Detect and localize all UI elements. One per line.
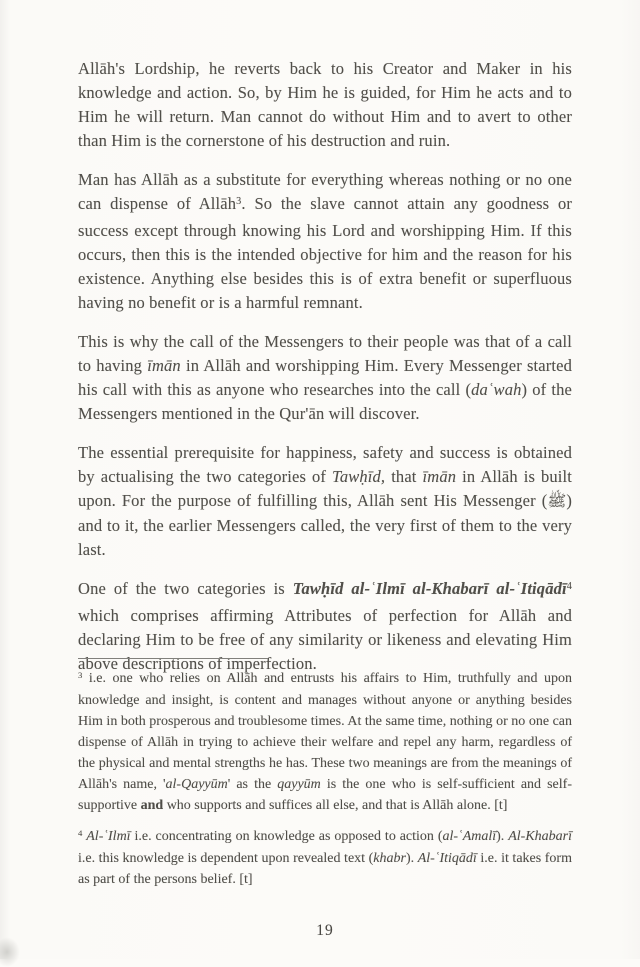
text-run: Tawḥīd al-ʿIlmī al-Khabarī al-ʿItiqādī	[292, 579, 567, 598]
text-run: This is why the call of the Messengers to their people was that of a call to having	[78, 332, 572, 375]
text-run: Al-Khabarī	[508, 829, 572, 844]
text-run: i.e. concentrating on knowledge as opposed to action (	[130, 829, 443, 844]
text-run: The essential prerequisite for happiness, safety and success is obtained by actualising the two categories of	[78, 443, 572, 486]
text-run: that	[385, 467, 423, 486]
text-run: ).	[496, 829, 509, 844]
footnote-divider-rule	[78, 658, 268, 659]
scan-smudge-artifact	[0, 937, 20, 967]
page-number: 19	[316, 922, 334, 939]
body-paragraph-prerequisite	[78, 441, 572, 562]
footnote-reference: 3	[78, 670, 83, 681]
footnote-3	[78, 668, 572, 816]
footnote-reference: 4	[78, 828, 83, 839]
text-run: al-Qayyūm	[165, 777, 228, 792]
footnote-area	[78, 658, 572, 890]
body-paragraph-lordship	[78, 57, 572, 153]
text-run: Man has Allāh as a substitute for everything whereas nothing or no one can dispense of Allāh	[78, 170, 572, 213]
text-run: i.e. this knowledge is dependent upon revealed text (	[78, 851, 374, 866]
text-run: Tawḥīd,	[332, 467, 386, 486]
text-run: khabr	[373, 851, 406, 866]
text-run: ) and to it, the earlier Messengers called, the very first of them to the very last.	[78, 491, 572, 559]
text-run: ).	[405, 851, 418, 866]
text-run: īmān	[147, 356, 181, 375]
footnote-reference: 4	[566, 581, 572, 593]
footnote-reference: 3	[236, 196, 242, 208]
text-run: i.e. one who relies on Allāh and entrusts his affairs to Him, truthfully and upon knowledge and insight, is content and manages without anyone or anything besides Him in both prosperous and troublesome times. At the same time, nothing or no one can dispense of Allāh in trying to achieve their welfare and repel any harm, regardless of the physical and mental strengths he has. These two meanings are from the meanings of Allāh's name, '	[78, 671, 572, 792]
text-run: Allāh's Lordship, he reverts back to his Creator and Maker in his knowledge and action. So, by Him he is guided, for Him he acts and to Him he will return. Man cannot do without Him and to avert to other than Him is the cornerstone of his destruction and ruin.	[78, 59, 572, 150]
text-run: and	[140, 798, 164, 813]
text-run: daʿwah	[471, 380, 522, 399]
text-run: ' as the	[227, 777, 278, 792]
text-run: Al-ʿIlmī	[86, 829, 131, 844]
text-run: i.e. it takes form as part of the persons belief. [t]	[78, 851, 572, 887]
text-run: Al-ʿItiqādī	[417, 851, 477, 866]
text-run: ) of the Messengers mentioned in the Qur'ān will discover.	[78, 380, 572, 423]
text-run: One of the two categories is	[78, 579, 293, 598]
body-paragraph-messengers-call	[78, 330, 572, 426]
footnote-4	[78, 826, 572, 890]
text-run: qayyūm	[277, 777, 321, 792]
text-run: īmān	[422, 467, 457, 486]
prophet-honorific-symbol: ﷺ	[547, 493, 567, 510]
text-run: in Allāh is built upon. For the purpose of fulfilling this, Allāh sent His Messenger (	[78, 467, 572, 510]
text-run: who supports and suffices all else, and that is Allāh alone. [t]	[163, 798, 508, 813]
body-text	[78, 57, 572, 676]
body-paragraph-substitute	[78, 168, 572, 315]
text-run: is the one who is self-sufficient and self-supportive	[78, 777, 572, 813]
text-run: which comprises affirming Attributes of perfection for Allāh and declaring Him to be free of any similarity or likeness and elevating Him above descriptions of imperfection.	[78, 606, 572, 673]
text-run: al-ʿAmalī	[442, 829, 497, 844]
text-run: in Allāh and worshipping Him. Every Messenger started his call with this as anyone who researches into the call (	[78, 356, 572, 399]
text-run: . So the slave cannot attain any goodness or success except through knowing his Lord and worshipping Him. If this occurs, then this is the intended objective for him and the reason for his existence. Anything else besides this is of extra benefit or superfluous having no benefit or is a harmful remnant.	[78, 194, 572, 312]
